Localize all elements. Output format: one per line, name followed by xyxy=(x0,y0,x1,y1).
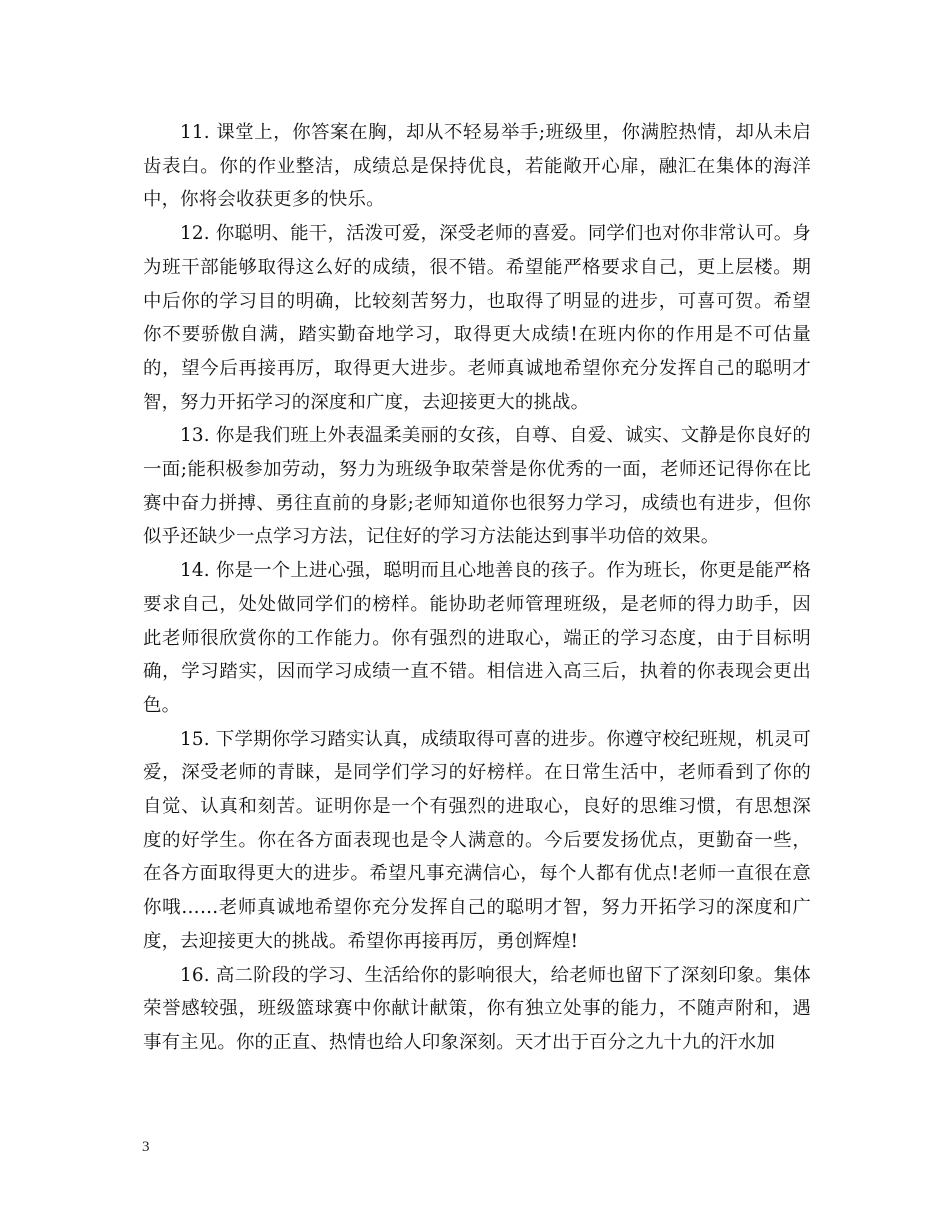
comment-paragraph-12: 12. 你聪明、能干，活泼可爱，深受老师的喜爱。同学们也对你非常认可。身为班干部能够取得这么好的成绩，很不错。希望能严格要求自己，更上层楼。期中后你的学习目的明确，比较刻苦努力，也取得了明显的进步，可喜可贺。希望你不要骄傲自满，踏实勤奋地学习，取得更大成绩!在班内你的作用是不可估量的，望今后再接再厉，取得更大进步。老师真诚地希望你充分发挥自己的聪明才智，努力开拓学习的深度和广度，去迎接更大的挑战。 xyxy=(143,223,811,413)
comment-paragraph-15: 15. 下学期你学习踏实认真，成绩取得可喜的进步。你遵守校纪班规，机灵可爱，深受老师的青睐，是同学们学习的好榜样。在日常生活中，老师看到了你的自觉、认真和刻苦。证明你是一个有强烈的进取心，良好的思维习惯，有思想深度的好学生。你在各方面表现也是令人满意的。今后要发扬优点，更勤奋一些，在各方面取得更大的进步。希望凡事充满信心，每个人都有优点!老师一直很在意你哦……老师真诚地希望你充分发挥自己的聪明才智，努力开拓学习的深度和广度，去迎接更大的挑战。希望你再接再厉，勇创辉煌! xyxy=(143,728,811,952)
comment-paragraph-16: 16. 高二阶段的学习、生活给你的影响很大，给老师也留下了深刻印象。集体荣誉感较强，班级篮球赛中你献计献策，你有独立处事的能力，不随声附和，遇事有主见。你的正直、热情也给人印象深刻。天才出于百分之九十九的汗水加 xyxy=(143,964,811,1053)
comment-paragraph-11: 11. 课堂上，你答案在胸，却从不轻易举手;班级里，你满腔热情，却从未启齿表白。你的作业整洁，成绩总是保持优良，若能敞开心扉，融汇在集体的海洋中，你将会收获更多的快乐。 xyxy=(143,122,811,211)
document-body xyxy=(143,116,811,1060)
comment-paragraph-13: 13. 你是我们班上外表温柔美丽的女孩，自尊、自爱、诚实、文静是你良好的一面;能积极参加劳动，努力为班级争取荣誉是你优秀的一面，老师还记得你在比赛中奋力拼搏、勇往直前的身影;老师知道你也很努力学习，成绩也有进步，但你似乎还缺少一点学习方法，记住好的学习方法能达到事半功倍的效果。 xyxy=(143,425,811,548)
comment-paragraph-14: 14. 你是一个上进心强，聪明而且心地善良的孩子。作为班长，你更是能严格要求自己，处处做同学们的榜样。能协助老师管理班级，是老师的得力助手，因此老师很欣赏你的工作能力。你有强烈的进取心，端正的学习态度，由于目标明确，学习踏实，因而学习成绩一直不错。相信进入高三后，执着的你表现会更出色。 xyxy=(143,560,811,716)
page-number: 3 xyxy=(142,1139,150,1155)
